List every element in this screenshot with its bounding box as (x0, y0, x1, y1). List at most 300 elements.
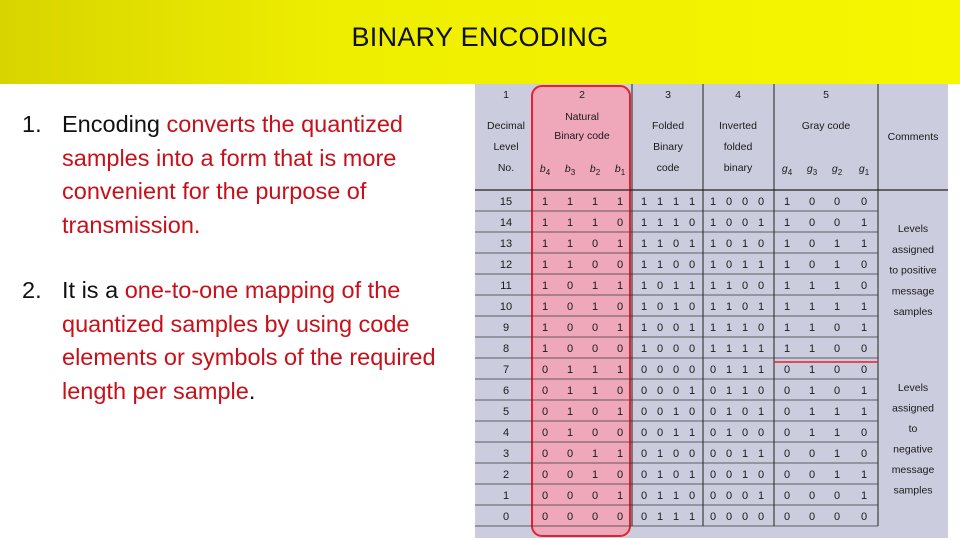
gray-bit-cell: 1 (833, 280, 841, 292)
gray-bit-cell: 1 (783, 343, 791, 355)
natural-bit-cell: 1 (616, 364, 624, 376)
inverted-bit-cell: 1 (741, 343, 749, 355)
natural-bit-cell: 0 (541, 364, 549, 376)
inverted-bit-cell: 0 (757, 469, 765, 481)
natural-bit-cell: 0 (566, 322, 574, 334)
bullet-text-segment: It is a (62, 277, 125, 303)
gray-bit-cell: 1 (860, 217, 868, 229)
negative-comment: message (891, 464, 935, 476)
gray-bit-cell: 1 (833, 427, 841, 439)
natural-bit-cell: 0 (566, 301, 574, 313)
natural-bit-cell: 1 (591, 301, 599, 313)
natural-bit-cell: 0 (541, 448, 549, 460)
gray-bit-cell: 0 (783, 511, 791, 523)
natural-bit-label-subscript: 2 (595, 168, 601, 177)
gray-bit-label (807, 163, 818, 177)
inverted-header: folded (723, 141, 753, 153)
folded-bit-cell: 1 (656, 196, 664, 208)
folded-bit-cell: 0 (672, 322, 680, 334)
natural-bit-cell: 0 (616, 385, 624, 397)
positive-comment: samples (893, 306, 933, 319)
level-cell: 9 (502, 322, 510, 334)
folded-bit-cell: 0 (656, 427, 664, 439)
gray-bit-cell: 0 (833, 322, 841, 334)
folded-bit-cell: 0 (672, 448, 680, 460)
gray-bit-cell: 0 (860, 511, 868, 523)
natural-bit-cell: 0 (541, 406, 549, 418)
natural-bit-cell: 1 (566, 427, 574, 439)
folded-bit-cell: 1 (640, 301, 648, 313)
folded-bit-cell: 1 (688, 469, 696, 481)
folded-bit-cell: 1 (688, 238, 696, 250)
level-cell: 4 (502, 427, 510, 439)
inverted-bit-cell: 0 (757, 280, 765, 292)
inverted-bit-cell: 0 (741, 427, 749, 439)
inverted-bit-cell: 1 (741, 385, 749, 397)
level-cell: 13 (499, 238, 513, 250)
inverted-bit-cell: 0 (741, 490, 749, 502)
folded-bit-cell: 0 (640, 469, 648, 481)
bullet-item (22, 274, 442, 408)
gray-bit-cell: 0 (860, 364, 868, 376)
gray-bit-cell: 0 (783, 427, 791, 439)
inverted-bit-cell: 1 (741, 259, 749, 271)
folded-bit-cell: 0 (640, 427, 648, 439)
inverted-bit-cell: 1 (725, 406, 733, 418)
folded-bit-cell: 0 (640, 406, 648, 418)
gray-bit-cell: 0 (808, 238, 816, 250)
gray-bit-label-subscript: 2 (837, 168, 843, 177)
folded-bit-cell: 1 (640, 322, 648, 334)
natural-bit-cell: 1 (616, 490, 624, 502)
natural-bit-cell: 1 (616, 322, 624, 334)
inverted-bit-cell: 1 (709, 343, 717, 355)
gray-bit-label-subscript: 3 (812, 168, 818, 177)
natural-bit-cell: 1 (541, 196, 549, 208)
natural-bit-label-base: b (564, 163, 571, 175)
gray-bit-cell: 1 (783, 196, 791, 208)
level-cell: 10 (499, 301, 513, 313)
natural-bit-label-subscript: 3 (570, 168, 576, 177)
natural-bit-cell: 1 (591, 364, 599, 376)
folded-bit-cell: 1 (640, 238, 648, 250)
gray-bit-cell: 1 (783, 301, 791, 313)
inverted-bit-cell: 0 (741, 301, 749, 313)
gray-bit-cell: 0 (833, 511, 841, 523)
folded-bit-cell: 1 (688, 322, 696, 334)
column-number: 4 (735, 89, 741, 101)
gray-bit-cell: 0 (860, 448, 868, 460)
natural-bit-cell: 1 (566, 259, 574, 271)
folded-bit-cell: 1 (688, 427, 696, 439)
natural-bit-cell: 0 (541, 490, 549, 502)
inverted-bit-cell: 1 (725, 301, 733, 313)
folded-bit-cell: 1 (640, 196, 648, 208)
folded-bit-cell: 0 (688, 406, 696, 418)
folded-bit-cell: 0 (672, 238, 680, 250)
natural-bit-cell: 0 (566, 280, 574, 292)
inverted-bit-cell: 0 (709, 490, 717, 502)
natural-bit-cell: 1 (541, 280, 549, 292)
natural-bit-cell: 1 (591, 280, 599, 292)
positive-comment: Levels (897, 223, 929, 235)
negative-comment: samples (893, 484, 933, 497)
natural-bit-cell: 1 (616, 238, 624, 250)
inverted-bit-cell: 0 (725, 490, 733, 502)
folded-bit-cell: 1 (688, 196, 696, 208)
gray-bit-cell: 1 (783, 280, 791, 292)
folded-bit-cell: 0 (688, 364, 696, 376)
gray-bit-cell: 0 (860, 343, 868, 355)
folded-bit-cell: 0 (688, 259, 696, 271)
inverted-bit-cell: 0 (741, 217, 749, 229)
level-cell: 6 (502, 385, 510, 397)
folded-bit-cell: 0 (656, 280, 664, 292)
natural-header: Binary code (554, 130, 610, 142)
inverted-bit-cell: 0 (741, 196, 749, 208)
natural-bit-cell: 0 (616, 217, 624, 229)
positive-comment: assigned (891, 243, 935, 256)
negative-comment: Levels (897, 382, 929, 394)
level-cell: 15 (499, 196, 513, 208)
natural-bit-cell: 0 (591, 322, 599, 334)
bullet-text (62, 108, 442, 242)
natural-bit-cell: 1 (591, 385, 599, 397)
natural-bit-cell: 0 (591, 343, 599, 355)
inverted-bit-cell: 1 (741, 322, 749, 334)
folded-bit-cell: 1 (656, 469, 664, 481)
natural-bit-cell: 0 (591, 238, 599, 250)
gray-bit-cell: 1 (783, 259, 791, 271)
positive-comment: message (891, 285, 935, 298)
inverted-bit-cell: 1 (741, 469, 749, 481)
natural-bit-cell: 1 (541, 322, 549, 334)
gray-bit-cell: 0 (808, 217, 816, 229)
inverted-bit-cell: 1 (709, 217, 717, 229)
decimal-header: Decimal (487, 120, 525, 132)
gray-bit-cell: 1 (860, 490, 868, 502)
slide-title: BINARY ENCODING (351, 22, 609, 52)
natural-bit-cell: 0 (616, 343, 624, 355)
natural-bit-cell: 1 (566, 385, 574, 397)
inverted-bit-cell: 1 (757, 301, 765, 313)
natural-bit-cell: 1 (541, 217, 549, 229)
bullet-list (22, 108, 442, 440)
inverted-bit-cell: 1 (709, 196, 717, 208)
gray-bit-cell: 1 (860, 469, 868, 481)
gray-bit-cell: 0 (783, 364, 791, 376)
folded-bit-cell: 1 (672, 217, 680, 229)
inverted-bit-cell: 0 (757, 238, 765, 250)
inverted-bit-cell: 0 (709, 427, 717, 439)
inverted-bit-cell: 1 (709, 238, 717, 250)
natural-bit-cell: 0 (566, 448, 574, 460)
gray-bit-cell: 0 (783, 406, 791, 418)
gray-bit-cell: 1 (860, 322, 868, 334)
folded-bit-cell: 1 (688, 511, 696, 523)
gray-bit-label-base: g (831, 163, 838, 175)
inverted-bit-cell: 0 (709, 385, 717, 397)
folded-bit-cell: 0 (672, 364, 680, 376)
folded-bit-cell: 0 (640, 490, 648, 502)
comments-header: Comments (887, 131, 939, 143)
folded-bit-cell: 0 (672, 259, 680, 271)
inverted-bit-cell: 1 (741, 364, 749, 376)
natural-bit-cell: 1 (541, 238, 549, 250)
gray-bit-cell: 0 (808, 448, 816, 460)
folded-bit-cell: 1 (640, 217, 648, 229)
folded-bit-cell: 1 (688, 385, 696, 397)
inverted-bit-cell: 1 (709, 280, 717, 292)
column-number: 1 (503, 89, 509, 101)
inverted-bit-cell: 0 (741, 280, 749, 292)
gray-bit-cell: 1 (833, 238, 841, 250)
bullet-text (62, 274, 442, 408)
gray-bit-cell: 0 (833, 196, 841, 208)
natural-bit-cell: 1 (566, 364, 574, 376)
gray-bit-label (832, 163, 843, 177)
gray-bit-cell: 1 (808, 301, 816, 313)
highlighted-text: one-to-one mapping of the quantized samples by using code elements or symbols of the required length per sample (62, 277, 436, 404)
level-cell: 7 (502, 364, 510, 376)
gray-bit-cell: 0 (808, 490, 816, 502)
folded-bit-cell: 1 (640, 259, 648, 271)
folded-bit-cell: 0 (640, 448, 648, 460)
gray-bit-cell: 0 (783, 490, 791, 502)
natural-bit-cell: 1 (591, 448, 599, 460)
gray-bit-cell: 1 (808, 427, 816, 439)
gray-bit-cell: 1 (808, 406, 816, 418)
gray-bit-cell: 1 (833, 406, 841, 418)
inverted-bit-cell: 1 (757, 490, 765, 502)
natural-bit-cell: 1 (566, 217, 574, 229)
bullet-item (22, 108, 442, 242)
folded-bit-cell: 1 (688, 280, 696, 292)
inverted-bit-cell: 1 (757, 343, 765, 355)
decimal-header: Level (493, 141, 519, 153)
gray-bit-label-base: g (781, 163, 788, 175)
encoding-table (475, 84, 948, 538)
inverted-bit-cell: 1 (757, 364, 765, 376)
folded-bit-cell: 0 (640, 511, 648, 523)
natural-bit-label-base: b (614, 163, 621, 175)
column-number: 2 (579, 89, 585, 101)
gray-bit-cell: 1 (833, 469, 841, 481)
natural-bit-cell: 0 (566, 511, 574, 523)
inverted-bit-cell: 1 (757, 448, 765, 460)
inverted-bit-cell: 0 (725, 469, 733, 481)
inverted-bit-cell: 0 (757, 385, 765, 397)
positive-comment: to positive (889, 264, 937, 277)
natural-bit-cell: 1 (566, 406, 574, 418)
natural-bit-cell: 1 (566, 196, 574, 208)
natural-bit-cell: 0 (541, 385, 549, 397)
inverted-bit-cell: 0 (709, 448, 717, 460)
natural-bit-cell: 0 (541, 427, 549, 439)
gray-bit-label-base: g (806, 163, 813, 175)
gray-bit-label (782, 163, 793, 177)
natural-bit-cell: 0 (566, 343, 574, 355)
folded-bit-cell: 0 (688, 343, 696, 355)
gray-bit-cell: 1 (783, 238, 791, 250)
natural-bit-label-base: b (589, 163, 596, 175)
gray-bit-label (859, 163, 870, 177)
folded-bit-cell: 0 (640, 385, 648, 397)
inverted-bit-cell: 1 (725, 343, 733, 355)
gray-bit-cell: 0 (833, 490, 841, 502)
inverted-bit-cell: 1 (709, 301, 717, 313)
natural-bit-cell: 0 (566, 490, 574, 502)
highlighted-text: converts the quantized samples into a form that is more convenient for the purpose of transmission. (62, 111, 403, 238)
inverted-bit-cell: 1 (725, 364, 733, 376)
gray-bit-cell: 0 (808, 469, 816, 481)
gray-bit-cell: 1 (783, 217, 791, 229)
level-cell: 3 (502, 448, 510, 460)
natural-bit-cell: 1 (616, 406, 624, 418)
level-cell: 12 (499, 259, 513, 271)
folded-bit-cell: 1 (640, 343, 648, 355)
folded-bit-cell: 0 (688, 217, 696, 229)
inverted-bit-cell: 1 (725, 322, 733, 334)
folded-bit-cell: 0 (672, 385, 680, 397)
gray-bit-cell: 0 (783, 469, 791, 481)
gray-bit-cell: 1 (783, 322, 791, 334)
inverted-bit-cell: 0 (741, 511, 749, 523)
folded-bit-cell: 1 (656, 259, 664, 271)
natural-bit-cell: 0 (591, 490, 599, 502)
inverted-header: Inverted (719, 120, 757, 132)
natural-bit-label-subscript: 1 (620, 168, 626, 177)
natural-header: Natural (565, 111, 599, 123)
folded-bit-cell: 0 (688, 301, 696, 313)
natural-bit-cell: 0 (616, 511, 624, 523)
gray-bit-label-base: g (858, 163, 865, 175)
folded-header: Binary (653, 141, 683, 153)
natural-bit-cell: 0 (566, 469, 574, 481)
folded-bit-cell: 0 (656, 364, 664, 376)
gray-bit-cell: 1 (808, 364, 816, 376)
folded-bit-cell: 1 (656, 490, 664, 502)
folded-bit-cell: 0 (656, 301, 664, 313)
gray-header: Gray code (801, 120, 851, 132)
gray-bit-cell: 1 (808, 322, 816, 334)
negative-comment: to (908, 423, 918, 435)
natural-bit-cell: 0 (591, 511, 599, 523)
inverted-bit-cell: 0 (757, 511, 765, 523)
level-cell: 0 (502, 511, 510, 523)
gray-bit-cell: 0 (860, 259, 868, 271)
gray-bit-cell: 0 (808, 259, 816, 271)
inverted-bit-cell: 1 (757, 406, 765, 418)
gray-bit-cell: 1 (808, 343, 816, 355)
gray-bit-cell: 0 (808, 196, 816, 208)
bullet-number: 1. (22, 111, 42, 137)
folded-bit-cell: 1 (672, 427, 680, 439)
inverted-bit-cell: 0 (757, 322, 765, 334)
decimal-header: No. (497, 162, 515, 174)
folded-bit-cell: 1 (672, 280, 680, 292)
gray-bit-cell: 1 (833, 448, 841, 460)
natural-bit-cell: 0 (616, 427, 624, 439)
negative-comment: assigned (891, 402, 935, 415)
level-cell: 5 (502, 406, 510, 418)
gray-bit-cell: 0 (833, 385, 841, 397)
inverted-bit-cell: 0 (725, 448, 733, 460)
folded-bit-cell: 0 (640, 364, 648, 376)
folded-bit-cell: 1 (672, 301, 680, 313)
gray-bit-label-subscript: 1 (864, 168, 870, 177)
encoding-table-panel (475, 84, 948, 538)
gray-bit-cell: 1 (808, 280, 816, 292)
gray-bit-cell: 1 (808, 385, 816, 397)
inverted-bit-cell: 0 (757, 196, 765, 208)
natural-bit-label-base: b (539, 163, 546, 175)
folded-bit-cell: 1 (656, 217, 664, 229)
inverted-bit-cell: 0 (725, 196, 733, 208)
natural-bit-cell: 1 (591, 196, 599, 208)
inverted-bit-cell: 0 (741, 406, 749, 418)
folded-bit-cell: 0 (656, 406, 664, 418)
folded-bit-cell: 1 (640, 280, 648, 292)
folded-bit-cell: 1 (672, 406, 680, 418)
gray-bit-cell: 0 (833, 343, 841, 355)
gray-bit-cell: 0 (833, 217, 841, 229)
inverted-bit-cell: 0 (725, 259, 733, 271)
natural-bit-cell: 0 (541, 469, 549, 481)
folded-header: Folded (651, 120, 685, 132)
column-number: 5 (823, 89, 829, 101)
gray-bit-cell: 1 (860, 238, 868, 250)
inverted-header: binary (723, 162, 753, 174)
natural-bit-cell: 0 (591, 427, 599, 439)
gray-bit-cell: 0 (783, 385, 791, 397)
folded-bit-cell: 0 (672, 469, 680, 481)
gray-bit-cell: 1 (860, 406, 868, 418)
folded-bit-cell: 1 (672, 511, 680, 523)
inverted-bit-cell: 1 (741, 238, 749, 250)
gray-bit-cell: 0 (860, 196, 868, 208)
gray-bit-cell: 1 (860, 385, 868, 397)
natural-bit-cell: 1 (591, 469, 599, 481)
gray-bit-cell: 1 (860, 301, 868, 313)
natural-bit-cell: 0 (616, 259, 624, 271)
folded-bit-cell: 0 (656, 385, 664, 397)
level-cell: 2 (502, 469, 510, 481)
inverted-bit-cell: 0 (725, 238, 733, 250)
inverted-bit-cell: 0 (709, 406, 717, 418)
folded-bit-cell: 0 (688, 448, 696, 460)
folded-bit-cell: 1 (656, 511, 664, 523)
gray-bit-cell: 0 (860, 427, 868, 439)
gray-bit-cell: 0 (833, 364, 841, 376)
folded-bit-cell: 0 (688, 490, 696, 502)
inverted-bit-cell: 1 (725, 385, 733, 397)
inverted-bit-cell: 0 (709, 511, 717, 523)
level-cell: 14 (499, 217, 513, 229)
natural-bit-cell: 0 (541, 511, 549, 523)
inverted-bit-cell: 1 (757, 217, 765, 229)
natural-bit-cell: 1 (541, 301, 549, 313)
inverted-bit-cell: 0 (725, 217, 733, 229)
folded-bit-cell: 0 (656, 343, 664, 355)
natural-bit-cell: 0 (591, 406, 599, 418)
inverted-bit-cell: 1 (709, 259, 717, 271)
natural-bit-cell: 1 (616, 196, 624, 208)
gray-bit-cell: 1 (833, 259, 841, 271)
folded-bit-cell: 1 (672, 196, 680, 208)
natural-bit-cell: 1 (566, 238, 574, 250)
gray-bit-cell: 0 (808, 511, 816, 523)
